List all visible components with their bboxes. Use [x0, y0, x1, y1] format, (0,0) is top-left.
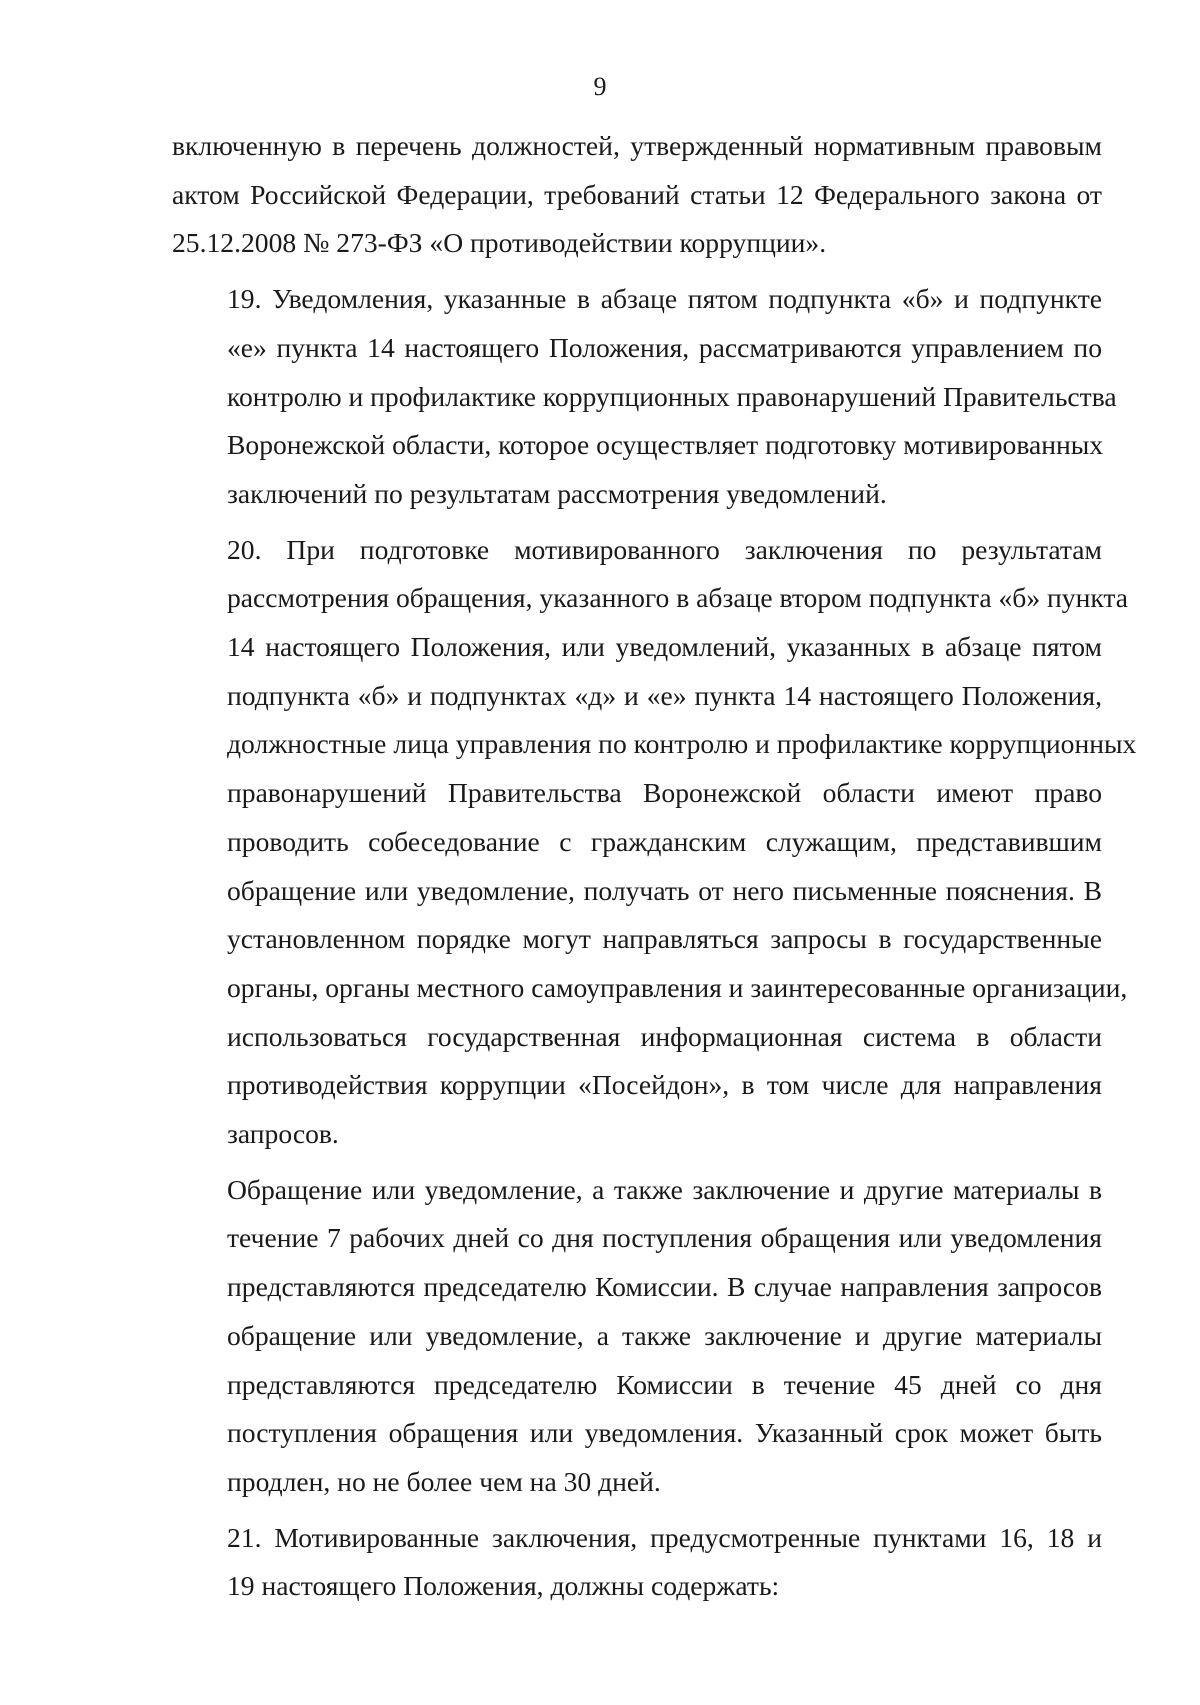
text-line: Воронежской области, которое осуществляет подготовку мотивированных [227, 429, 1104, 461]
text-line: представляются председателю Комиссии. В случае направления запросов [227, 1271, 1102, 1303]
paragraph-item-20 [172, 526, 1137, 1159]
text-line: 19 настоящего Положения, должны содержать: [227, 1570, 780, 1602]
text-line: Обращение или уведомление, а также заключение и другие материалы в [227, 1173, 1102, 1205]
text-line: запросов. [227, 1118, 339, 1150]
text-line: актом Российской Федерации, требований статьи 12 Федерального закона от [172, 178, 1102, 210]
text-line: обращение или уведомление, а также заключение и другие материалы [227, 1319, 1102, 1351]
text-line: 14 настоящего Положения, или уведомлений, указанных в абзаце пятом [227, 631, 1102, 663]
document-body [172, 122, 1137, 1611]
text-line: течение 7 рабочих дней со дня поступления обращения или уведомления [227, 1222, 1102, 1254]
paragraph-continuation [172, 122, 1102, 268]
text-line: проводить собеседование с гражданским служащим, представившим [227, 825, 1102, 857]
paragraph-submission [172, 1166, 1102, 1507]
text-line: должностные лица управления по контролю и профилактике коррупционных [227, 728, 1137, 760]
text-line: обращение или уведомление, получать от него письменные пояснения. В [227, 874, 1102, 906]
text-line: «е» пункта 14 настоящего Положения, рассматриваются управлением по [227, 331, 1102, 363]
text-line: 20. При подготовке мотивированного заключения по результатам [227, 533, 1102, 565]
paragraph-item-21 [172, 1514, 1102, 1611]
text-line: правонарушений Правительства Воронежской области имеют право [227, 777, 1102, 809]
text-line: рассмотрения обращения, указанного в абзаце втором подпункта «б» пункта [227, 582, 1129, 614]
text-line: установленном порядке могут направляться запросы в государственные [227, 923, 1102, 955]
text-line: контролю и профилактике коррупционных правонарушений Правительства [227, 380, 1117, 412]
text-line: продлен, но не более чем на 30 дней. [227, 1465, 661, 1497]
paragraph-item-19 [172, 275, 1117, 519]
text-line: подпункта «б» и подпунктах «д» и «е» пункта 14 настоящего Положения, [227, 679, 1102, 711]
text-line: представляются председателю Комиссии в течение 45 дней со дня [227, 1368, 1102, 1400]
text-line: 25.12.2008 № 273-ФЗ «О противодействии коррупции». [172, 227, 827, 259]
text-line: противодействия коррупции «Посейдон», в том числе для направления [227, 1069, 1102, 1101]
text-line: заключений по результатам рассмотрения уведомлений. [227, 477, 887, 509]
text-line: использоваться государственная информационная система в области [227, 1020, 1102, 1052]
page-number: 9 [593, 72, 607, 101]
text-line: органы, органы местного самоуправления и заинтересованные организации, [227, 971, 1128, 1003]
text-line: включенную в перечень должностей, утвержденный нормативным правовым [172, 130, 1102, 161]
text-line: 21. Мотивированные заключения, предусмотренные пунктами 16, 18 и [227, 1521, 1102, 1553]
text-line: 19. Уведомления, указанные в абзаце пятом подпункта «б» и подпункте [227, 283, 1102, 315]
text-line: поступления обращения или уведомления. Указанный срок может быть [227, 1417, 1102, 1449]
